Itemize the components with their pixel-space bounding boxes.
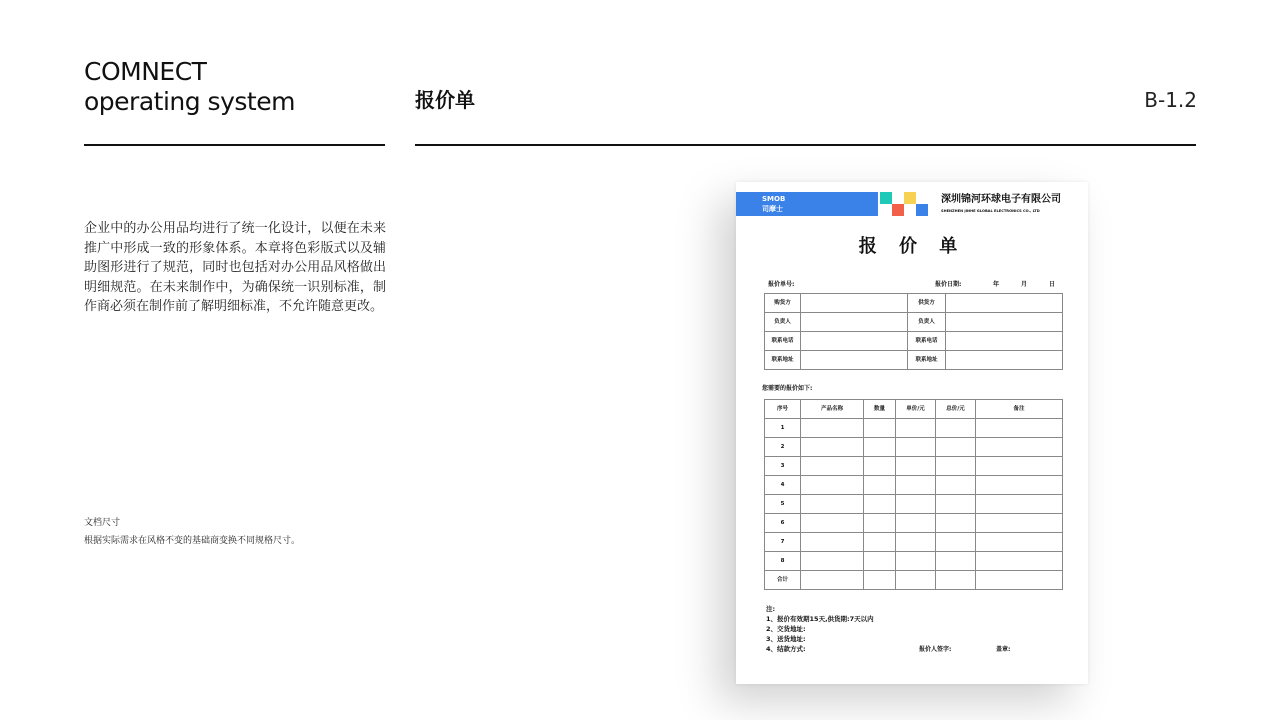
column-header: 单价/元 (896, 400, 936, 419)
table-cell (864, 438, 896, 457)
signature-label: 报价人签字: (919, 646, 952, 653)
note-line: 1、报价有效期15天,供货期:7天以内 (766, 615, 874, 623)
row-number: 4 (765, 476, 801, 495)
right-divider (415, 144, 1196, 146)
table-cell (896, 476, 936, 495)
column-header: 产品名称 (801, 400, 864, 419)
row-number: 2 (765, 438, 801, 457)
table-cell (936, 571, 976, 590)
table-cell (976, 533, 1063, 552)
table-cell (801, 438, 864, 457)
column-header: 总价/元 (936, 400, 976, 419)
company-name-en: SHENZHEN JINHE GLOBAL ELECTRONICS CO., LTD (941, 209, 1040, 213)
table-cell (936, 476, 976, 495)
table-cell (801, 552, 864, 571)
left-divider (84, 144, 385, 146)
description: 企业中的办公用品均进行了统一化设计，以便在未来推广中形成一致的形象体系。本章将色彩版式以及辅助图形进行了规范，同时也包括对办公用品风格做出明细规范。在未来制作中，为确保统一识别标准，制作商必须在制作前了解明细标准，不允许随意更改。 (84, 221, 386, 314)
row-number: 5 (765, 495, 801, 514)
table-cell (801, 476, 864, 495)
table-cell (864, 514, 896, 533)
table-cell (896, 419, 936, 438)
table-row (765, 495, 1063, 514)
info-label: 联系地址 (908, 351, 946, 370)
table-cell (801, 533, 864, 552)
table-row (765, 571, 1063, 590)
row-number: 1 (765, 419, 801, 438)
quote-no-label: 报价单号: (768, 281, 795, 288)
note-line: 4、结款方式: (766, 645, 806, 653)
info-label: 负责人 (908, 313, 946, 332)
quote-date-label: 报价日期: (935, 281, 962, 288)
table-cell (896, 514, 936, 533)
size-heading: 文档尺寸 (84, 518, 121, 528)
company-logo (762, 194, 785, 214)
table-cell (976, 457, 1063, 476)
row-number: 6 (765, 514, 801, 533)
table-cell (801, 495, 864, 514)
note-line: 3、送货地址: (766, 635, 806, 643)
table-row (765, 457, 1063, 476)
table-cell (976, 514, 1063, 533)
info-value-cell (946, 313, 1063, 332)
note-line: 注: (766, 605, 776, 613)
table-cell (896, 571, 936, 590)
header-bar (736, 192, 878, 216)
table-row (765, 438, 1063, 457)
column-header: 备注 (976, 400, 1063, 419)
row-number: 8 (765, 552, 801, 571)
info-value-cell (801, 351, 908, 370)
table-cell (864, 495, 896, 514)
brand-line-1: COMNECT (84, 57, 207, 86)
table-row (765, 533, 1063, 552)
table-cell (801, 514, 864, 533)
table-cell (936, 514, 976, 533)
page-code: B-1.2 (1144, 88, 1197, 112)
table-cell (936, 495, 976, 514)
table-cell (976, 552, 1063, 571)
decor-tile (892, 204, 904, 216)
table-cell (976, 438, 1063, 457)
page-title: 报价单 (415, 88, 475, 112)
table-cell (936, 533, 976, 552)
info-label: 负责人 (765, 313, 801, 332)
table-cell (976, 476, 1063, 495)
decor-tile (880, 192, 892, 204)
company-name: 深圳锦河环球电子有限公司 (941, 194, 1061, 205)
table-row (765, 476, 1063, 495)
table-cell (976, 495, 1063, 514)
size-text: 根据实际需求在风格不变的基础商变换不同规格尺寸。 (84, 536, 301, 546)
table-row (765, 514, 1063, 533)
table-cell (864, 571, 896, 590)
brand-line-2: operating system (84, 87, 295, 116)
table-cell (936, 438, 976, 457)
table-cell (936, 552, 976, 571)
info-row (765, 294, 1063, 313)
info-value-cell (946, 294, 1063, 313)
table-cell (936, 457, 976, 476)
info-value-cell (801, 332, 908, 351)
table-cell (976, 419, 1063, 438)
year-label: 年 (993, 281, 1000, 288)
decor-tile (904, 192, 916, 204)
table-cell (896, 457, 936, 476)
table-cell (896, 438, 936, 457)
notes (766, 604, 874, 654)
seal-label: 盖章: (996, 646, 1011, 653)
day-label: 日 (1049, 281, 1056, 288)
items-table (764, 399, 1063, 590)
row-number: 3 (765, 457, 801, 476)
info-value-cell (946, 351, 1063, 370)
info-label: 联系电话 (908, 332, 946, 351)
info-label: 联系地址 (765, 351, 801, 370)
table-cell (896, 533, 936, 552)
info-table (764, 293, 1063, 370)
logo-text-cn: 司摩士 (762, 205, 783, 213)
table-cell (801, 457, 864, 476)
note-line: 2、交货地址: (766, 625, 806, 633)
row-number: 合计 (765, 571, 801, 590)
document-title: 报 价 单 (858, 236, 966, 257)
info-value-cell (801, 313, 908, 332)
info-row (765, 313, 1063, 332)
table-cell (801, 419, 864, 438)
quotation-document (736, 182, 1088, 684)
info-label: 供货方 (908, 294, 946, 313)
column-header: 数量 (864, 400, 896, 419)
table-row (765, 419, 1063, 438)
table-cell (864, 476, 896, 495)
table-cell (864, 533, 896, 552)
month-label: 月 (1021, 281, 1028, 288)
items-intro: 您需要的报价如下: (762, 385, 813, 392)
info-label: 联系电话 (765, 332, 801, 351)
row-number: 7 (765, 533, 801, 552)
table-cell (936, 419, 976, 438)
table-cell (864, 457, 896, 476)
table-cell (976, 571, 1063, 590)
decor-tile (916, 204, 928, 216)
column-header: 序号 (765, 400, 801, 419)
info-value-cell (801, 294, 908, 313)
info-row (765, 351, 1063, 370)
info-row (765, 332, 1063, 351)
table-cell (896, 495, 936, 514)
table-cell (864, 552, 896, 571)
table-cell (896, 552, 936, 571)
table-cell (801, 571, 864, 590)
table-cell (864, 419, 896, 438)
info-label: 购货方 (765, 294, 801, 313)
logo-text: SMOB (762, 195, 786, 203)
info-value-cell (946, 332, 1063, 351)
table-row (765, 552, 1063, 571)
